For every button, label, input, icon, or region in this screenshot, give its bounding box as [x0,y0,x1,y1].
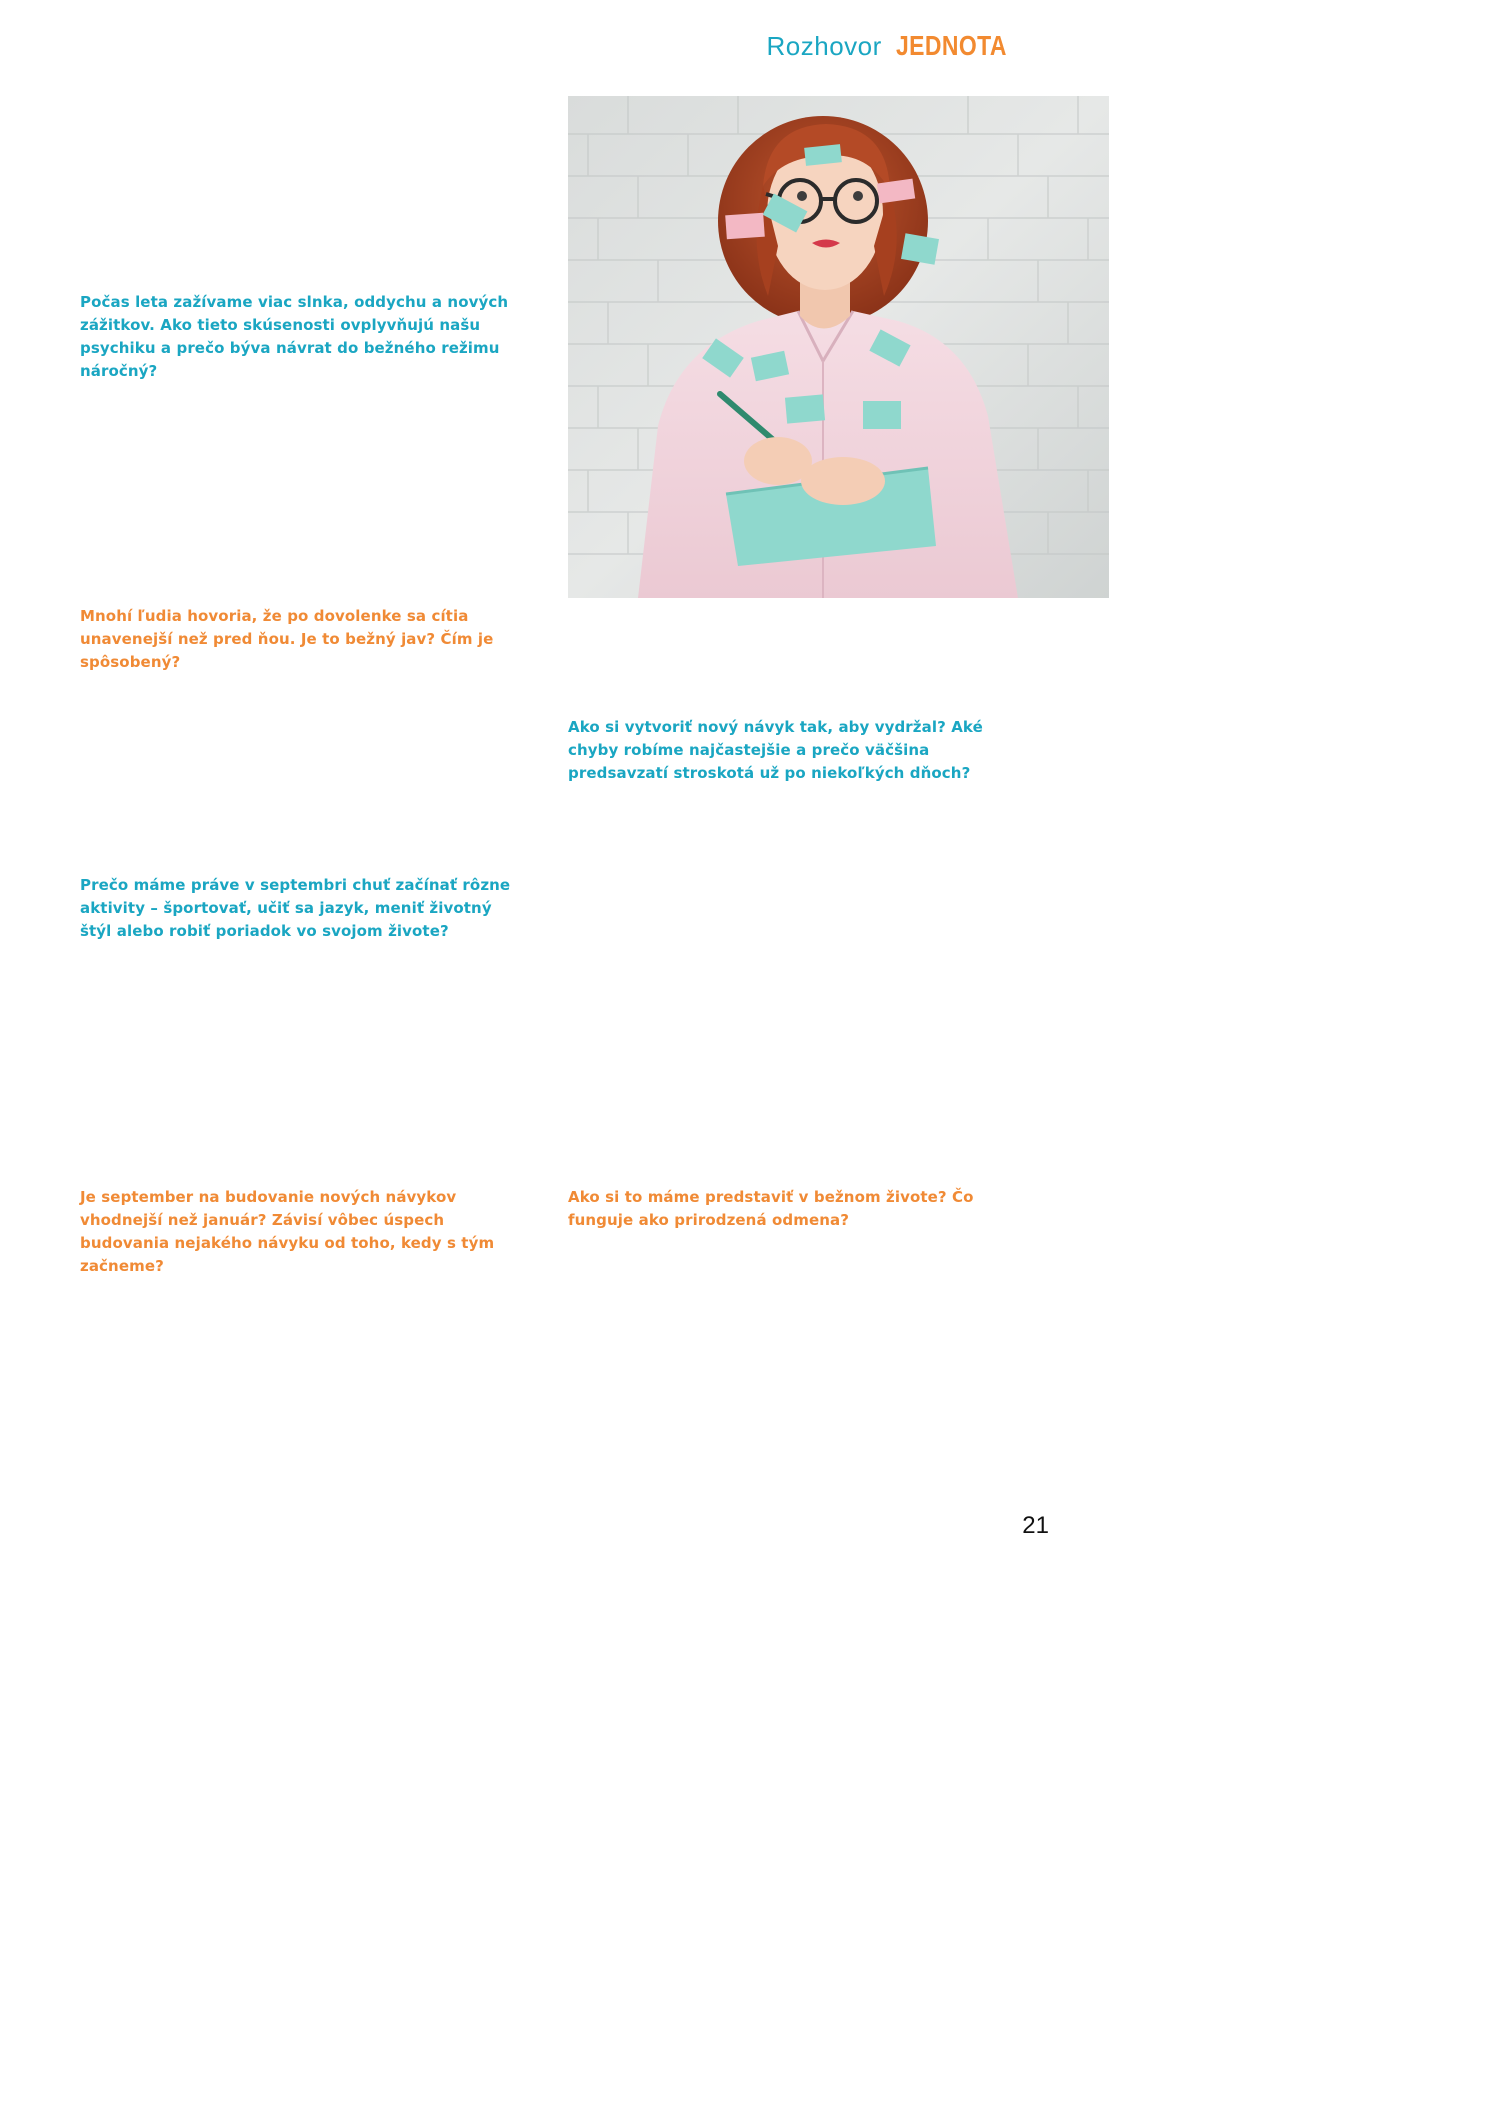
brand-logo: JEDNOTA [895,30,1007,61]
question-new-habit: Ako si vytvoriť nový návyk tak, aby vydržal? Aké chyby robíme najčastejšie a prečo väčšina predsavzatí stroskotá už po niekoľkých dňoch? [568,718,983,782]
question-summer-psychology: Počas leta zažívame viac slnka, oddychu a nových zážitkov. Ako tieto skúsenosti ovplyvňujú našu psychiku a prečo býva návrat do bežného režimu náročný? [80,293,509,380]
woman-with-sticky-notes-photo [568,96,1109,598]
question-natural-reward: Ako si to máme predstaviť v bežnom živote? Čo funguje ako prirodzená odmena? [568,1188,974,1229]
page-header [767,30,1032,62]
question-post-vacation-fatigue: Mnohí ľudia hovoria, že po dovolenke sa cítia unavenejší než pred ňou. Je to bežný jav? Čím je spôsobený? [80,607,494,671]
section-label: Rozhovor [766,31,882,61]
page-number: 21 [1022,1512,1049,1539]
question-september-activities: Prečo máme práve v septembri chuť začínať rôzne aktivity – športovať, učiť sa jazyk, meniť životný štýl alebo robiť poriadok vo svojom živote? [80,876,511,940]
question-september-vs-january: Je september na budovanie nových návykov vhodnejší než január? Závisí vôbec úspech budovania nejakého návyku od toho, kedy s tým začneme? [80,1188,495,1275]
